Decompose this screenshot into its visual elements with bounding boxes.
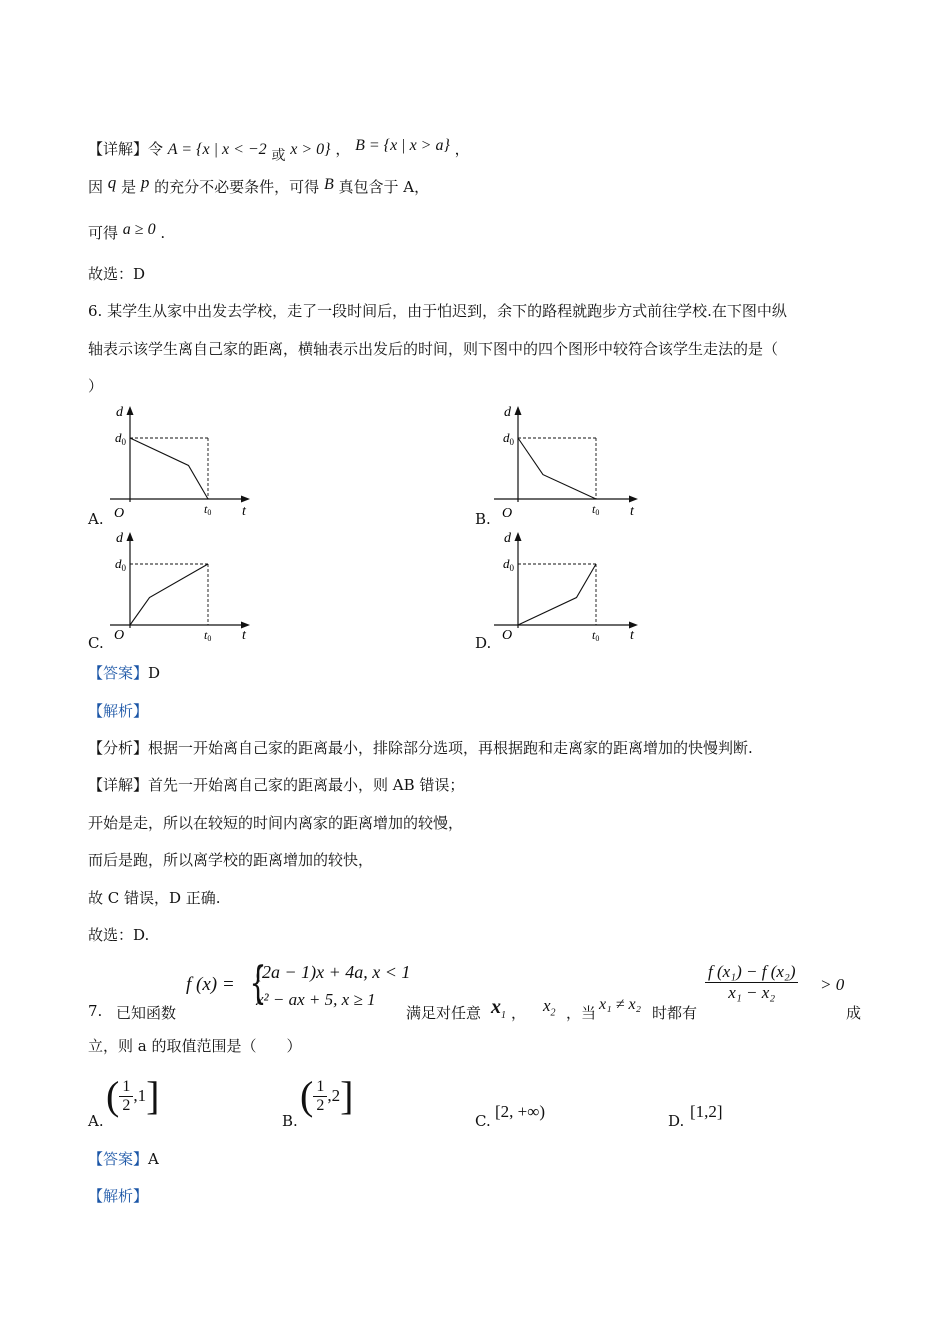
q7-x2: $x_2$	[543, 996, 556, 1019]
answer-value: D	[148, 664, 161, 682]
text: 可得	[88, 224, 119, 242]
label-t0: t0	[204, 628, 212, 643]
label-d: d	[116, 531, 123, 546]
var-b: B	[323, 176, 334, 193]
set-b: B = {x | x > a}	[355, 137, 450, 154]
label-o: O	[502, 506, 513, 521]
q7-comma: ，	[511, 1004, 527, 1022]
q6-l1: 开始是走，所以在较短的时间内离家的距离增加的较慢，	[88, 814, 464, 832]
q6-l2: 而后是跑，所以离学校的距离增加的较快，	[88, 851, 374, 869]
text: .	[160, 224, 166, 242]
text: 的充分不必要条件，可得	[154, 178, 320, 196]
q7-option-c-value: [2, +∞)	[495, 1102, 546, 1121]
xiangjie-label: 【详解】	[88, 776, 149, 794]
q7-option-b-value: ( $\frac{1}{2}$ ,2]	[300, 1073, 354, 1118]
detail-line-3	[88, 222, 165, 245]
q6-analysis-label: 【解析】	[88, 702, 149, 720]
q7-known: 已知函数	[116, 1004, 177, 1022]
label-d: d	[504, 531, 511, 546]
y-arrow	[515, 532, 522, 541]
label-t0: t0	[204, 502, 212, 517]
q7-cheng: 成	[846, 1004, 862, 1022]
label-t: t	[630, 628, 634, 643]
q7-x1: $x_1$	[491, 996, 506, 1021]
fenxi-label: 【分析】	[88, 739, 149, 757]
q7-option-a-value: ( $\frac{1}{2}$ ,1]	[106, 1073, 160, 1118]
q6-text-3: ）	[88, 377, 104, 395]
q7-when: ，当	[566, 1004, 597, 1022]
q7-case2: x² − ax + 5, x ≥ 1	[256, 990, 376, 1009]
label-d0: $d_0$	[503, 556, 514, 573]
expr: a ≥ 0	[122, 221, 156, 238]
q7-line2: 立，则 a 的取值范围是（ ）	[88, 1037, 302, 1055]
answer-label: 【答案】	[88, 1150, 149, 1168]
detail-line-2	[88, 173, 430, 199]
detail-line-1	[88, 137, 470, 164]
q6-text-2: 轴表示该学生离自己家的距离，横轴表示出发后的时间，则下图中的四个图形中较符合该学生走法的是（	[88, 340, 779, 358]
label-o: O	[502, 628, 513, 643]
answer-label: 【答案】	[88, 664, 149, 682]
label-t: t	[242, 504, 246, 519]
q6-xiangjie	[88, 774, 464, 796]
q7-num: 7.	[88, 1002, 103, 1020]
graph-curve	[130, 438, 208, 499]
set-a-left: A = {x | x < −2	[167, 141, 267, 158]
q7-case1: (2a − 1)x + 4a, x < 1	[256, 962, 411, 982]
graph-b	[488, 402, 658, 527]
q6-answer	[88, 662, 160, 684]
comma: ，	[335, 140, 351, 158]
label-d0: $d_0$	[115, 556, 126, 573]
q6-fenxi	[88, 737, 753, 759]
q7-option-b-label: B.	[282, 1112, 298, 1130]
label-t0: t0	[592, 628, 600, 643]
q7-brace: {	[249, 958, 267, 1009]
y-arrow	[127, 406, 134, 415]
or-text: 或	[271, 148, 286, 164]
label-t: t	[630, 504, 634, 519]
comma: ，	[454, 140, 470, 158]
label-d0: $d_0$	[115, 430, 126, 447]
detail-prefix: 【详解】令	[88, 140, 164, 158]
fraction-denominator: x₁ − x₂	[728, 983, 776, 1002]
x-arrow	[241, 496, 250, 503]
label-t0: t0	[592, 502, 600, 517]
graph-c	[100, 528, 270, 653]
y-arrow	[515, 406, 522, 415]
graph-curve	[130, 564, 208, 625]
label-d: d	[116, 405, 123, 420]
q7-option-a-label: A.	[88, 1112, 104, 1130]
q7-fx: f (x) =	[186, 974, 235, 995]
label-o: O	[114, 506, 125, 521]
q7-option-c-label: C.	[475, 1112, 491, 1130]
q7-option-d-value: [1,2]	[690, 1102, 723, 1121]
xiangjie-text: 首先一开始离自己家的距离最小，则 AB 错误；	[148, 776, 465, 794]
q7-satisfy: 满足对任意	[406, 1004, 482, 1022]
var-p: p	[140, 173, 150, 192]
q7-option-d-label: D.	[668, 1112, 685, 1130]
label-o: O	[114, 628, 125, 643]
q7-analysis-label: 【解析】	[88, 1187, 149, 1205]
text: 是	[121, 178, 137, 196]
text: 真包含于 A，	[338, 178, 430, 196]
q6-choose: 故选：D.	[88, 926, 150, 944]
choose-line: 故选：D	[88, 265, 146, 283]
option-a: A.	[88, 510, 104, 528]
label-d0: $d_0$	[503, 430, 514, 447]
var-q: q	[107, 173, 117, 192]
label-d: d	[504, 405, 511, 420]
q7-neq: x₁ ≠ x₂	[599, 996, 642, 1013]
q6-text-1: 6. 某学生从家中出发去学校，走了一段时间后，由于怕迟到，余下的路程就跑步方式前往学校.在下图中纵	[88, 302, 787, 320]
text: 因	[88, 178, 104, 196]
q7-all: 时都有	[652, 1004, 698, 1022]
y-arrow	[127, 532, 134, 541]
graph-a	[100, 402, 270, 527]
q7-fraction	[705, 962, 798, 1003]
graph-d	[488, 528, 658, 653]
answer-value: A	[148, 1150, 159, 1168]
q7-answer	[88, 1148, 159, 1170]
fenxi-text: 根据一开始离自己家的距离最小，排除部分选项，再根据跑和走离家的距离增加的快慢判断.	[148, 739, 753, 757]
graph-curve	[518, 564, 596, 625]
q7-gt: > 0	[820, 975, 845, 994]
q6-l3: 故 C 错误，D 正确.	[88, 889, 221, 907]
graph-curve	[518, 438, 596, 499]
set-a-right: x > 0}	[290, 141, 331, 158]
option-d: D.	[475, 634, 492, 652]
label-t: t	[242, 628, 246, 643]
option-b: B.	[475, 510, 491, 528]
x-arrow	[629, 496, 638, 503]
fraction-numerator: f (x₁) − f (x₂)	[705, 962, 798, 983]
option-c: C.	[88, 634, 104, 652]
